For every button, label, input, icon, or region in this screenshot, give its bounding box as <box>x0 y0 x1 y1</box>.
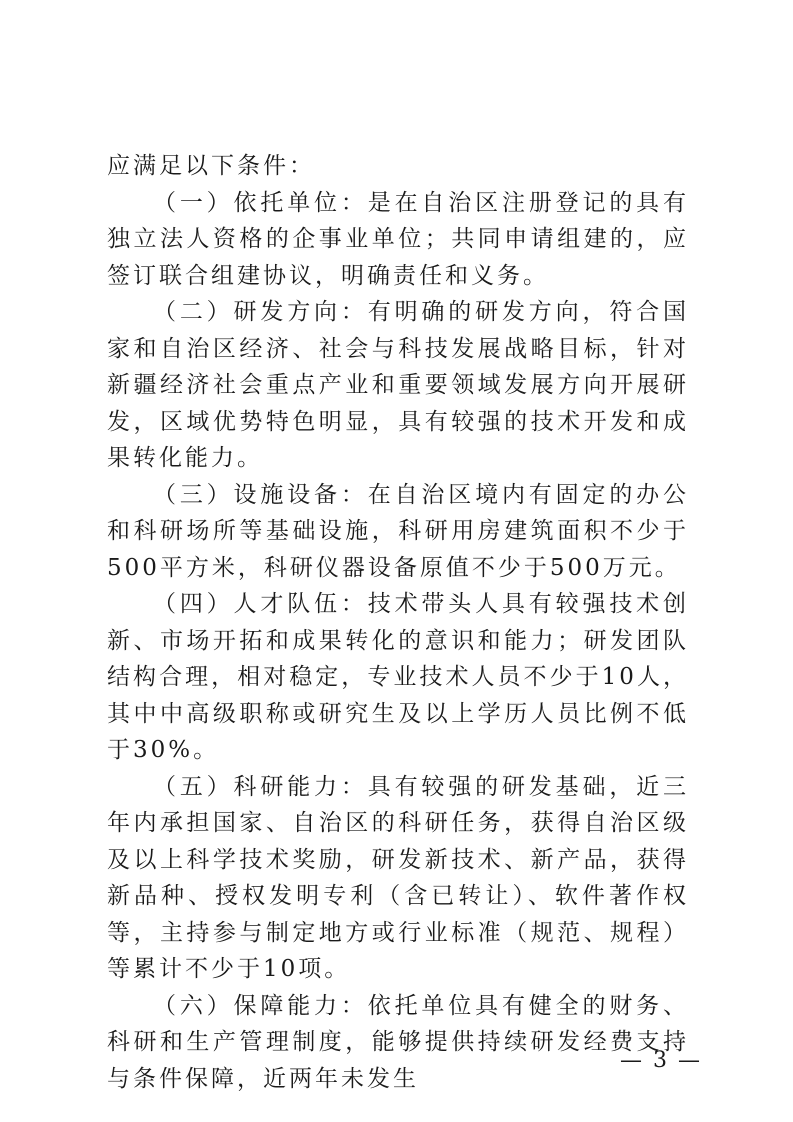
document-body <box>107 148 689 1097</box>
page-number: — 3 — <box>620 1048 702 1073</box>
paragraph-item-3: （三）设施设备：在自治区境内有固定的办公和科研场所等基础设施，科研用房建筑面积不少于500平方米，科研仪器设备原值不少于500万元。 <box>107 481 689 581</box>
paragraph-item-5: （五）科研能力：具有较强的研发基础，近三年内承担国家、自治区的科研任务，获得自治区级及以上科学技术奖励，研发新技术、新产品，获得新品种、授权发明专利（含已转让）、软件著作权等，主持参与制定地方或行业标准（规范、规程）等累计不少于10项。 <box>107 773 689 982</box>
paragraph-item-1: （一）依托单位：是在自治区注册登记的具有独立法人资格的企事业单位；共同申请组建的，应签订联合组建协议，明确责任和义务。 <box>107 189 689 289</box>
paragraph-item-4: （四）人才队伍：技术带头人具有较强技术创新、市场开拓和成果转化的意识和能力；研发团队结构合理，相对稳定，专业技术人员不少于10人，其中中高级职称或研究生及以上学历人员比例不低于30%。 <box>107 591 689 763</box>
paragraph-intro: 应满足以下条件： <box>107 153 315 179</box>
paragraph-item-2: （二）研发方向：有明确的研发方向，符合国家和自治区经济、社会与科技发展战略目标，针对新疆经济社会重点产业和重要领域发展方向开展研发，区域优势特色明显，具有较强的技术开发和成果转化能力。 <box>107 299 689 471</box>
paragraph-item-6: （六）保障能力：依托单位具有健全的财务、科研和生产管理制度，能够提供持续研发经费支持与条件保障，近两年未发生 <box>107 992 689 1092</box>
